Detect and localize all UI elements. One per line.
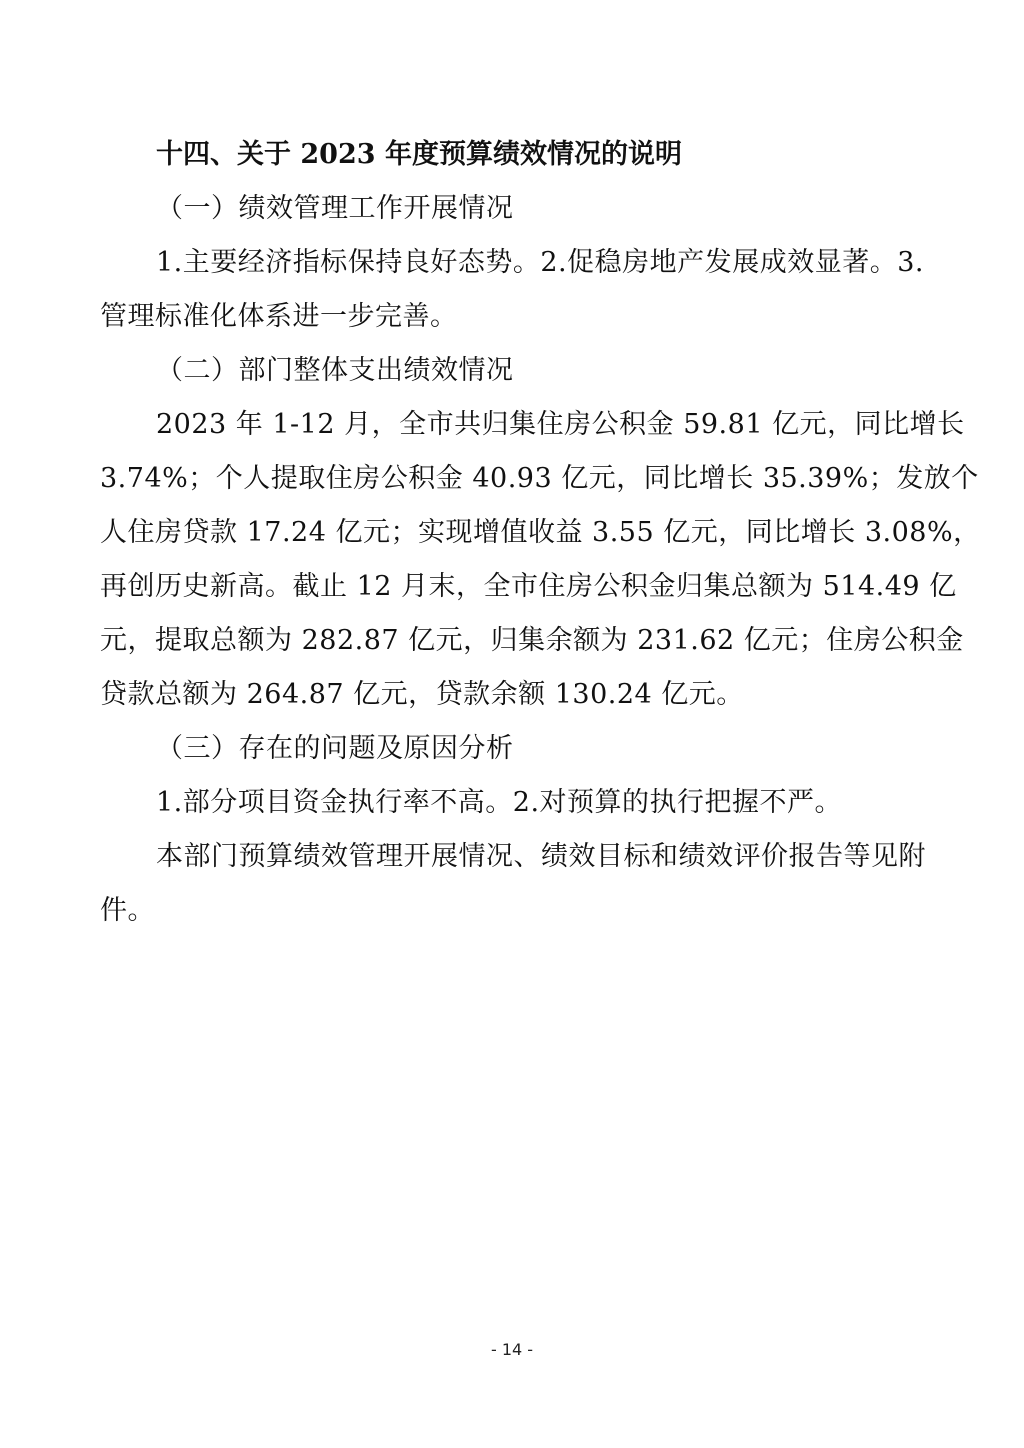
part1-paragraph-line: 1.主要经济指标保持良好态势。2.促稳房地产发展成效显著。3. <box>156 247 924 278</box>
page-number: - 14 - <box>490 1340 534 1359</box>
part2-paragraph-line: 元，提取总额为 282.87 亿元，归集余额为 231.62 亿元；住房公积金 <box>100 625 964 656</box>
part1-paragraph-line: 管理标准化体系进一步完善。 <box>100 301 458 332</box>
part2-heading: （二）部门整体支出绩效情况 <box>156 355 514 386</box>
part3-heading: （三）存在的问题及原因分析 <box>156 733 514 764</box>
part1-heading: （一）绩效管理工作开展情况 <box>156 193 514 224</box>
closing-paragraph-line: 本部门预算绩效管理开展情况、绩效目标和绩效评价报告等见附 <box>156 841 926 872</box>
part2-paragraph-line: 再创历史新高。截止 12 月末，全市住房公积金归集总额为 514.49 亿 <box>100 571 957 602</box>
part2-paragraph-line: 2023 年 1-12 月，全市共归集住房公积金 59.81 亿元，同比增长 <box>156 409 965 440</box>
part2-paragraph-line: 人住房贷款 17.24 亿元；实现增值收益 3.55 亿元，同比增长 3.08%， <box>100 517 981 548</box>
part2-paragraph-line: 贷款总额为 264.87 亿元，贷款余额 130.24 亿元。 <box>100 679 744 710</box>
document-page <box>100 128 981 938</box>
part2-paragraph-line: 3.74%；个人提取住房公积金 40.93 亿元，同比增长 35.39%；发放个 <box>100 463 979 494</box>
part3-paragraph-line: 1.部分项目资金执行率不高。2.对预算的执行把握不严。 <box>156 787 843 818</box>
closing-paragraph-line: 件。 <box>100 895 155 926</box>
section-heading: 十四、关于 2023 年度预算绩效情况的说明 <box>156 139 682 170</box>
